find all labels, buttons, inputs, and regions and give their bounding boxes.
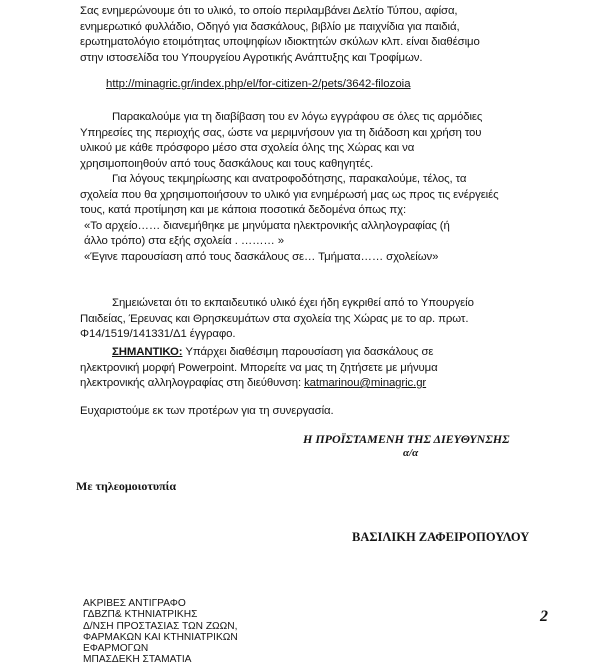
stamp-line: ΕΦΑΡΜΟΓΩΝ bbox=[83, 643, 149, 655]
text-line: Φ14/1519/141331/Δ1 έγγραφο. bbox=[80, 328, 236, 340]
signature-on-behalf: α/α bbox=[403, 447, 419, 459]
text-line: Παρακαλούμε για τη διαβίβαση του εν λόγω εγγράφου σε όλες τις αρμόδιες bbox=[112, 111, 483, 123]
text-line: χρησιμοποιηθούν από τους δασκάλους και τους καθηγητές. bbox=[80, 157, 374, 170]
stamp-line: ΑΚΡΙΒΕΣ ΑΝΤΙΓΡΑΦΟ bbox=[83, 598, 186, 609]
text-line bbox=[80, 376, 532, 392]
text-line bbox=[80, 345, 532, 361]
important-label: ΣΗΜΑΝΤΙΚΟ: bbox=[112, 346, 183, 358]
contact-email-link[interactable]: katmarinou@minagric.gr bbox=[304, 377, 427, 389]
stamp-line: ΜΠΑΣΔΕΚΗ ΣΤΑΜΑΤΙΑ bbox=[83, 654, 192, 666]
text-line: ενημερωτικό φυλλάδιο, Οδηγό για δασκάλους, βιβλίο με παιχνίδια για παιδιά, bbox=[80, 20, 460, 33]
text-line: Για λόγους τεκμηρίωσης και ανατροφοδότησης, παρακαλούμε, τέλος, τα bbox=[112, 173, 467, 185]
fax-note: Με τηλεομοιοτυπία bbox=[76, 479, 177, 493]
certified-copy-stamp bbox=[83, 598, 238, 666]
text-line: σχολεία που θα χρησιμοποιήσουν το υλικό για ενημέρωσή μας ως προς τις ενέργειές bbox=[80, 188, 499, 201]
forwarding-request-paragraph bbox=[80, 110, 532, 172]
text-line: Σημειώνεται ότι το εκπαιδευτικό υλικό έχει ήδη εγκριθεί από το Υπουργείο bbox=[112, 297, 474, 309]
ministry-link[interactable]: http://minagric.gr/index.php/el/for-citizen-2/pets/3642-filozoia bbox=[106, 78, 411, 90]
email-intro: ηλεκτρονικής αλληλογραφίας στη διεύθυνση: bbox=[80, 377, 305, 389]
important-notice bbox=[80, 345, 532, 392]
text-line: υλικού με κάθε πρόσφορο μέσο στα σχολεία όλης της Χώρας και να bbox=[80, 142, 415, 154]
important-text: Υπάρχει διαθέσιμη παρουσίαση για δασκάλους σε bbox=[182, 346, 434, 358]
text-line: Ευχαριστούμε εκ των προτέρων για τη συνεργασία. bbox=[80, 405, 334, 417]
text-line: ηλεκτρονική μορφή Powerpoint. Μπορείτε να μας τη ζητήσετε με μήνυμα bbox=[80, 361, 438, 374]
text-line: Σας ενημερώνουμε ότι το υλικό, το οποίο περιλαμβάνει Δελτίο Τύπου, αφίσα, bbox=[80, 5, 458, 17]
stamp-line: Δ/ΝΣΗ ΠΡΟΣΤΑΣΙΑΣ ΤΩΝ ΖΩΩΝ, bbox=[83, 620, 238, 632]
quote-line: «Το αρχείο…… διανεμήθηκε με μηνύματα ηλεκτρονικής αλληλογραφίας (ή bbox=[84, 219, 450, 232]
quote-line: άλλο τρόπο) στα εξής σχολεία . ……… » bbox=[84, 235, 285, 247]
text-line: Υπηρεσίες της περιοχής σας, ώστε να μεριμνήσουν για τη διάδοση και χρήση του bbox=[80, 126, 482, 139]
text-line: Παιδείας, Έρευνας και Θρησκευμάτων στα σχολεία της Χώρας με το αρ. πρωτ. bbox=[80, 312, 469, 325]
text-line: τους, κατά προτίμηση και με κάποια ποσοτικά δεδομένα όπως πχ: bbox=[80, 204, 407, 216]
signature-title: Η ΠΡΟΪΣΤΑΜΕΝΗ ΤΗΣ ΔΙΕΥΘΥΝΣΗΣ bbox=[303, 432, 510, 446]
quote-line: «Έγινε παρουσίαση από τους δασκάλους σε… Τμήματα…… σχολείων» bbox=[84, 250, 439, 263]
thanks-line bbox=[80, 404, 532, 420]
text-line: στην ιστοσελίδα του Υπουργείου Αγροτικής Ανάπτυξης και Τροφίμων. bbox=[80, 51, 423, 64]
stamp-line: ΦΑΡΜΑΚΩΝ ΚΑΙ ΚΤΗΝΙΑΤΡΙΚΩΝ bbox=[83, 631, 238, 643]
materials-paragraph bbox=[80, 4, 532, 66]
approval-paragraph bbox=[80, 296, 532, 343]
stamp-line: ΓΔΒΖΠ& ΚΤΗΝΙΑΤΡΙΚΗΣ bbox=[83, 609, 198, 621]
feedback-paragraph bbox=[80, 172, 532, 265]
page-number: 2 bbox=[540, 608, 548, 625]
text-line: ερωτηματολόγιο ετοιμότητας υποψηφίων ιδιοκτητών σκύλων κλπ. είναι διαθέσιμο bbox=[80, 36, 480, 48]
signatory-name: ΒΑΣΙΛΙΚΗ ΖΑΦΕΙΡΟΠΟΥΛΟΥ bbox=[352, 530, 530, 544]
